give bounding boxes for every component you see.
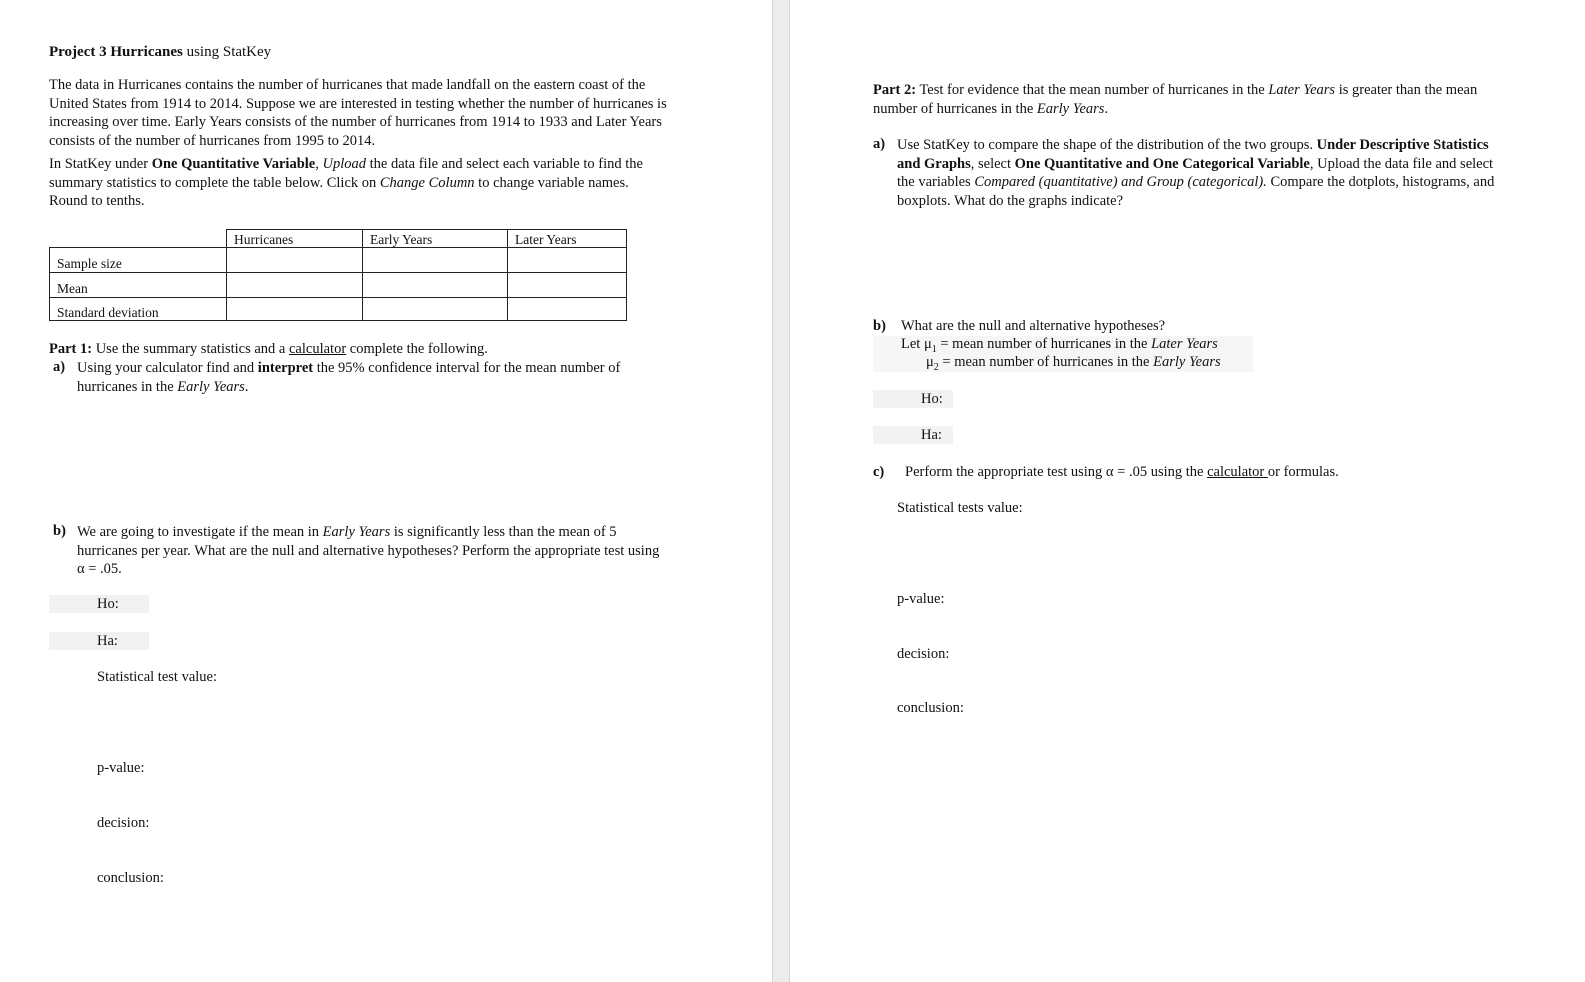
p-value-label: p-value: — [97, 760, 145, 776]
mu1-italic: Later Years — [1151, 336, 1218, 352]
r-question-c-text — [905, 464, 1339, 481]
r-question-b-text: What are the null and alternative hypotheses? — [901, 318, 1166, 334]
question-b-text — [77, 523, 669, 579]
question-a-label: a) — [53, 359, 66, 375]
decision-label: decision: — [97, 815, 150, 831]
rqc-text-1: Perform the appropriate test using α = .05 using the — [905, 464, 1208, 480]
r-question-a-text — [897, 136, 1497, 210]
right-page — [790, 0, 1585, 982]
mu1-symbol: Let μ — [901, 336, 932, 352]
document-title — [49, 44, 271, 61]
mu2-text: = mean number of hurricanes in the — [938, 354, 1154, 370]
question-a-text — [77, 359, 667, 396]
r-statistical-test-value-label: Statistical tests value: — [897, 500, 1023, 516]
part1-text: Use the summary statistics and a — [92, 341, 289, 357]
table-cell-empty[interactable] — [362, 247, 508, 273]
rqa-text-3: , Upload the data file and select the variables — [897, 155, 1494, 190]
table-cell-empty[interactable] — [507, 247, 627, 273]
qb-text-2: is significantly less than the mean of 5 hurricanes per year. What are the null and alternative hypotheses? Perform the appropriate test using α = .05. — [77, 524, 660, 577]
summary-table — [49, 229, 627, 321]
r-decision-label: decision: — [897, 646, 950, 662]
rqa-text-2: , select — [970, 155, 1015, 172]
statistical-test-value-label: Statistical test value: — [97, 669, 218, 685]
mu2-definition — [926, 354, 1221, 373]
instr-italic-2: Change Column — [379, 174, 475, 191]
table-cell-empty[interactable] — [362, 272, 508, 298]
instr-text-3: the data file and select each variable to find the summary statistics to complete the table below. Click on — [49, 156, 643, 191]
table-cell-empty[interactable] — [507, 272, 627, 298]
rqa-text-1: Use StatKey to compare the shape of the distribution of the two groups. — [897, 137, 1317, 153]
alt-hypothesis-label: Ha: — [97, 633, 118, 649]
r-question-b-label: b) — [873, 318, 886, 334]
instr-italic-1: Upload — [322, 156, 366, 172]
qb-text-1: We are going to investigate if the mean in — [77, 524, 323, 540]
rqa-bold-2: One Quantitative and One Categorical Variable — [1014, 155, 1310, 172]
r-null-hypothesis-label: Ho: — [921, 391, 943, 407]
part2-text-3: . — [1104, 100, 1109, 117]
instructions-paragraph — [49, 155, 659, 211]
left-page — [0, 0, 772, 982]
null-hypothesis-label: Ho: — [97, 596, 119, 612]
instr-text-1: In StatKey under — [49, 156, 152, 172]
r-conclusion-label: conclusion: — [897, 700, 964, 716]
part2-text-2: is greater than the mean number of hurricanes in the — [873, 82, 1478, 117]
table-row-label: Mean — [49, 272, 227, 298]
table-row-label: Sample size — [49, 247, 227, 273]
mu2-symbol: μ — [926, 354, 934, 370]
part1-calculator: calculator — [289, 341, 347, 357]
part1-heading — [49, 341, 488, 358]
table-cell-empty[interactable] — [226, 247, 363, 273]
intro-paragraph: The data in Hurricanes contains the number of hurricanes that made landfall on the eastern coast of the United States from 1914 to 2014. Suppose we are interested in testing whether the number of hurricanes is increasing over time. Early Years consists of the number of hurricanes from 1914 to 1933 and Later Years consists of the number of hurricanes from 1995 to 2014. — [49, 77, 667, 149]
table-cell-empty[interactable] — [507, 297, 627, 321]
qa-text-3: . — [244, 378, 249, 395]
page-gutter — [772, 0, 790, 982]
r-alt-hypothesis-label: Ha: — [921, 427, 942, 443]
part2-italic-2: Early Years — [1036, 100, 1105, 117]
title-rest: using StatKey — [182, 44, 272, 60]
mu2-italic: Early Years — [1153, 354, 1221, 370]
part2-heading — [873, 81, 1493, 118]
qa-italic: Early Years — [177, 378, 245, 395]
rqa-bold-1: Under Descriptive Statistics and Graphs — [897, 137, 1489, 172]
rqa-italic-1: Compared (quantitative) and Group (categorical). — [974, 174, 1267, 190]
qa-text-2: the 95% confidence interval for the mean number of hurricanes in the — [77, 360, 621, 395]
qa-bold: interpret — [257, 360, 314, 376]
table-cell-empty[interactable] — [226, 272, 363, 298]
qa-text-1: Using your calculator find and — [77, 360, 258, 376]
part1-text-2: complete the following. — [346, 341, 488, 357]
instr-text-2: , — [315, 156, 323, 172]
r-question-c-label: c) — [873, 464, 885, 480]
part1-label: Part 1: — [49, 341, 93, 357]
r-p-value-label: p-value: — [897, 591, 945, 607]
table-header-early-years: Early Years — [362, 229, 508, 248]
part2-italic-1: Later Years — [1268, 82, 1336, 98]
r-question-a-label: a) — [873, 136, 886, 152]
part2-text-1: Test for evidence that the mean number of hurricanes in the — [916, 82, 1269, 98]
rqc-calculator: calculator — [1207, 464, 1268, 480]
question-b-label: b) — [53, 523, 66, 539]
mu1-definition — [901, 336, 1218, 355]
table-row-label: Standard deviation — [49, 297, 227, 321]
rqa-text-4: Compare the dotplots, histograms, and boxplots. What do the graphs indicate? — [897, 174, 1495, 209]
conclusion-label: conclusion: — [97, 870, 164, 886]
title-bold: Project 3 Hurricanes — [49, 44, 183, 60]
rqc-text-2: or formulas. — [1267, 464, 1339, 480]
mu2-subscript: 2 — [933, 361, 939, 373]
instr-text-4: to change variable names. Round to tenths. — [49, 174, 629, 209]
table-cell-empty[interactable] — [226, 297, 363, 321]
mu1-text: = mean number of hurricanes in the — [936, 336, 1152, 352]
table-cell-empty[interactable] — [362, 297, 508, 321]
qb-italic: Early Years — [322, 524, 391, 540]
table-header-later-years: Later Years — [507, 229, 627, 248]
table-header-hurricanes: Hurricanes — [226, 229, 363, 248]
part2-label: Part 2: — [873, 82, 917, 98]
mu1-subscript: 1 — [931, 343, 937, 355]
instr-bold-1: One Quantitative Variable — [151, 156, 316, 172]
